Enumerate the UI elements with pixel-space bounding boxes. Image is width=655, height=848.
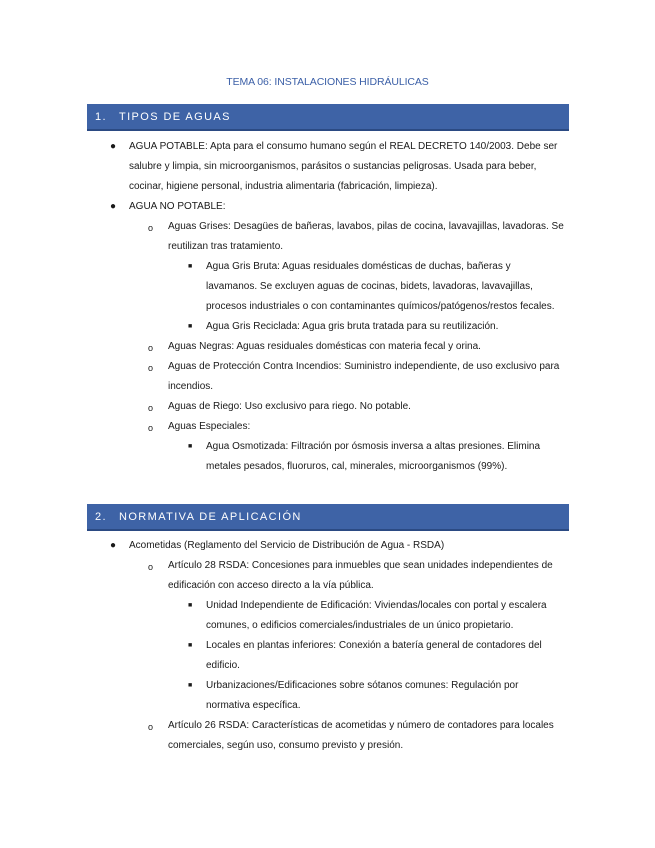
list-item — [0, 137, 655, 197]
bullet-icon: ■ — [188, 602, 193, 609]
list-item — [0, 397, 655, 417]
item-text: AGUA NO POTABLE: — [129, 201, 226, 212]
bullet-icon: ■ — [188, 443, 193, 450]
item-text: Acometidas (Reglamento del Servicio de Distribución de Agua - RSDA) — [129, 540, 445, 551]
item-text: Aguas Grises: Desagües de bañeras, lavabos, pilas de cocina, lavavajillas, lavadoras. Se reutilizan tras tratamiento. — [168, 221, 564, 252]
list-item — [0, 636, 655, 676]
bullet-icon: ● — [110, 201, 117, 212]
list-item — [0, 437, 655, 477]
section-header-normativa — [87, 504, 569, 531]
bullet-icon: ■ — [188, 682, 193, 689]
bullet-icon: o — [148, 223, 154, 233]
bullet-icon: o — [148, 722, 154, 732]
section-heading: TIPOS DE AGUAS — [118, 111, 231, 123]
bullet-icon: ■ — [188, 263, 193, 270]
list-item — [0, 716, 655, 756]
item-text: Agua Gris Bruta: Aguas residuales domésticas de duchas, bañeras y lavamanos. Se excluyen aguas de cocinas, bidets, lavadoras, lavavajillas, procesos industriales o con contaminantes químicos/patógenos/restos fecales. — [206, 261, 555, 312]
bullet-icon: ● — [110, 141, 117, 152]
list-item — [0, 337, 655, 357]
list-item — [0, 197, 655, 217]
item-text: Agua Osmotizada: Filtración por ósmosis inversa a altas presiones. Elimina metales pesados, fluoruros, cal, minerales, microorganismos (99%). — [206, 441, 541, 472]
list-item — [0, 257, 655, 317]
list-item — [0, 676, 655, 716]
item-text: AGUA POTABLE: Apta para el consumo humano según el REAL DECRETO 140/2003. Debe ser salubre y limpia, sin microorganismos, parásitos o sustancias peligrosas. Usada para beber, cocinar, higiene personal, industria alimentaria (fabricación, limpieza). — [129, 141, 558, 192]
list-item — [0, 357, 655, 397]
document-title: TEMA 06: INSTALACIONES HIDRÁULICAS — [226, 76, 429, 88]
bullet-icon: ● — [110, 540, 117, 551]
list-item — [0, 596, 655, 636]
bullet-icon: ■ — [188, 642, 193, 649]
item-text: Unidad Independiente de Edificación: Viviendas/locales con portal y escalera comunes, o edificios comerciales/industriales de un único propietario. — [206, 600, 547, 631]
bullet-icon: ■ — [188, 323, 193, 330]
list-item — [0, 536, 655, 556]
list-item — [0, 317, 655, 337]
list-item — [0, 417, 655, 437]
section-number: 2. — [95, 511, 107, 523]
item-text: Aguas Negras: Aguas residuales domésticas con materia fecal y orina. — [168, 341, 481, 352]
item-text: Artículo 28 RSDA: Concesiones para inmuebles que sean unidades independientes de edificación con acceso directo a la vía pública. — [168, 560, 553, 591]
bullet-icon: o — [148, 562, 154, 572]
item-text: Aguas de Riego: Uso exclusivo para riego. No potable. — [168, 401, 411, 412]
bullet-icon: o — [148, 403, 154, 413]
list-item — [0, 556, 655, 596]
item-text: Agua Gris Reciclada: Agua gris bruta tratada para su reutilización. — [206, 321, 499, 332]
bullet-icon: o — [148, 423, 154, 433]
bullet-icon: o — [148, 343, 154, 353]
section-heading: NORMATIVA DE APLICACIÓN — [118, 511, 302, 523]
tipos-list — [0, 137, 655, 477]
item-text: Artículo 26 RSDA: Características de acometidas y número de contadores para locales comerciales, según uso, consumo previsto y presión. — [168, 720, 554, 751]
list-item — [0, 217, 655, 257]
section-number: 1. — [95, 111, 107, 123]
item-text: Aguas de Protección Contra Incendios: Suministro independiente, de uso exclusivo para incendios. — [168, 361, 560, 392]
bullet-icon: o — [148, 363, 154, 373]
item-text: Aguas Especiales: — [168, 421, 251, 432]
item-text: Locales en plantas inferiores: Conexión a batería general de contadores del edificio. — [206, 640, 542, 671]
item-text: Urbanizaciones/Edificaciones sobre sótanos comunes: Regulación por normativa específica. — [206, 680, 519, 711]
normativa-list — [0, 536, 655, 756]
section-header-tipos — [87, 104, 569, 131]
